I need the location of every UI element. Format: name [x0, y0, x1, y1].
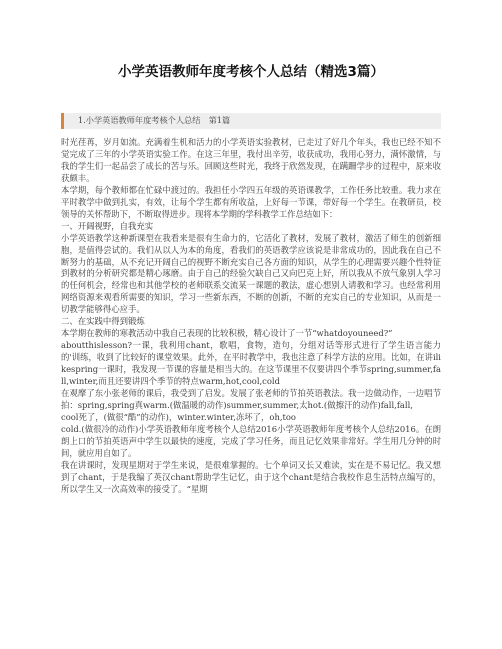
paragraph: 时光荏苒，岁月如流。充满着生机和活力的小学英语实验教材，已走过了好几个年头，我也已经不知不觉完成了三年的小学英语实验工作。在这三年里，我付出辛劳，收获成功，我用心努力，满怀激情，与我的学生们一起品尝了成长的苦与乐。回顾这些时光，我终于欣然发现，在蹒跚学步的过程中，原来收获颇丰。: [61, 137, 441, 183]
subsection-heading: 二、在实践中得到锻炼: [61, 316, 145, 327]
paragraph: 本学期，每个教师都在忙碌中渡过的。我担任小学四五年级的英语课教学，工作任务比较重。我力求在平时教学中做到扎实，有效，让每个学生都有所收益，上好每一节课，带好每一个学生。在教研员，校领导的关怀帮助下，不断取得进步。现将本学期的学科教学工作总结如下：: [61, 184, 441, 219]
paragraph: 小学英语教学这种新课型在我看来是很有生命力的，它活化了教材，发展了教材，激活了师生的创新细胞，是值得尝试的。我们从以人为本的角度，看我们的英语教学应该说是非常成功的，因此我在自己不断努力的基础，从不充记开阔自己的视野不断充实自己各方面的知识，从学生的心理需要兴趣个性特征到教材的分析研究都是精心琢磨。由于自己的经验欠缺自己又向巴克上好，所以我从不放气象别人学习的任何机会，经常也和其他学校的老师联系交流某一课题的教法，虚心想别人请教和学习。也经常利用网络资源来观看所需要的知识，学习一些新东西，不断的创新，不断的充实自己的专业知识，从而是一切教学能够得心应手。: [61, 232, 441, 315]
section-heading: 1.小学英语教师年度考核个人总结 第1篇: [78, 115, 231, 125]
subsection-heading: 一、开阔视野，自我充实: [61, 220, 154, 231]
document-body: [61, 137, 441, 496]
paragraph: cool死了，(做很“酷”的动作)，winter.winter,冻坏了，oh,too: [61, 411, 296, 422]
paragraph: 我在讲课时，发现星期对于学生来说，是很难掌握的。七个单词又长又难读，实在是不易记忆。我又想到了chant，于是我编了英汉chant帮助学生记忆，由于这个chant是结合我校作息生活特点编写的，所以学生又一次高效率的接受了。“星期: [61, 459, 441, 494]
paragraph: 在观摩了东小张老师的课后，我受到了启发。发展了张老师的节拍英语教法。我一边做动作，一边唱节拍：spring,spring真warm.(做温暖的动作)summer,summer,太hot.(做擦汗的动作)fall,fall,: [61, 388, 441, 410]
paragraph: 本学期在教师的寒教活动中我自己表现的比较积极，精心设计了一节“whatdoyouneed?”: [61, 328, 393, 339]
document-title: 小学英语教师年度考核个人总结（精选3篇）: [118, 64, 384, 80]
paragraph: aboutthislesson?一课，我利用chant，歌唱，食物，造句，分组对话等形式进行了学生语言能力的'训练，收到了比较好的课堂效果。此外，在平时教学中，我也注意了科学方法的应用。比如，在讲ilikespring一课时，我发现一节课的容量是相当大的。在这节课里不仅要讲四个季节spring,summer,fall,winter,而且还要讲四个季节的特点warm,hot,cool,cold: [61, 340, 441, 387]
section-heading-bar: [61, 113, 441, 129]
paragraph: cold.(做很冷的动作)小学英语教师年度考核个人总结2016小学英语教师年度考核个人总结2016。在朗朗上口的节拍英语声中学生以最快的速度，完成了学习任务，而且记忆效果非常好。学生用几分钟的时间，就应用自如了。: [61, 423, 441, 458]
